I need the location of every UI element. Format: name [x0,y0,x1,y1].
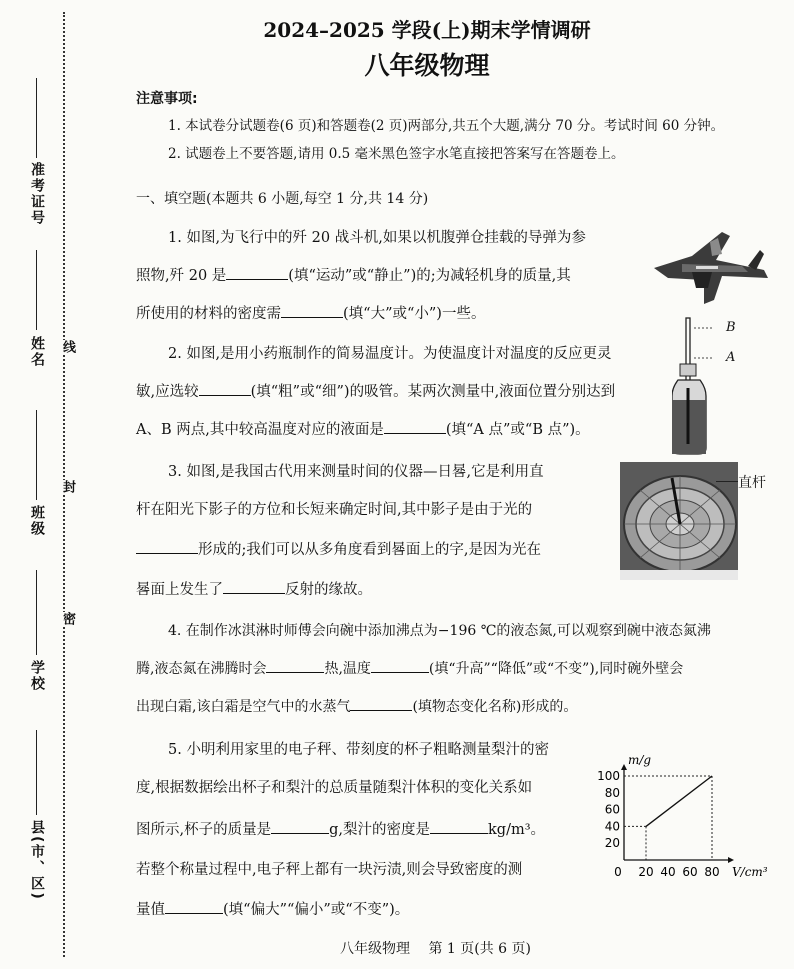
graph-y-label: m/g [628,753,652,767]
q5-line-3a: 图所示,杯子的质量是 [136,822,272,838]
q3-line-4b: 反射的缘故。 [285,582,372,598]
q2-line-3a: A、B 两点,其中较高温度对应的液面是 [136,422,384,438]
q5-blank-3[interactable] [165,899,223,915]
q5-blank-2[interactable] [430,819,488,835]
mass-volume-graph [592,752,788,880]
q2-line-3 [136,418,590,439]
thermometer-bottle-figure [672,316,744,456]
q2-line-3b: (填“A 点”或“B 点”)。 [445,422,590,438]
q2-blank-1[interactable] [199,381,251,397]
graph-y-ticks [597,769,620,850]
x-tick-label: 0 [614,865,622,879]
seal-char-secret: 密 [60,612,75,625]
q5-line-3c: kg/m³。 [488,822,546,838]
q1-blank-1[interactable] [226,265,288,281]
q4-blank-1[interactable] [266,658,324,673]
q4-blank-3[interactable] [350,696,412,711]
exam-number-label: 准考证号 [29,162,45,226]
q5-line-3b: g,梨汁的密度是 [329,822,430,838]
exam-title: 2024–2025 学段(上)期末学情调研 [263,18,591,42]
seal-char-line: 线 [60,340,75,353]
x-tick-label: 20 [638,865,654,879]
q3-line-4 [136,578,372,599]
q4-line-3a: 出现白霜,该白霜是空气中的水蒸气 [136,699,351,715]
q5-line-5b: (填“偏大”“偏小”或“不变”)。 [223,902,410,918]
x-tick-label: 60 [682,865,698,879]
q4-line-2a: 腾,液态氮在沸腾时会 [136,661,267,677]
q2-blank-2[interactable] [384,419,446,435]
series-line [646,776,712,826]
notice-item-1: 1. 本试卷分试题卷(6 页)和答题卷(2 页)两部分,共五个大题,满分 70 分。考试时间 60 分钟。 [168,118,725,134]
q1-line-2b: (填“运动”或“静止”)的;为减轻机身的质量,其 [288,268,571,284]
x-tick-label: 80 [704,865,720,879]
q1-line-3b: (填“大”或“小”)一些。 [343,306,486,322]
q1-blank-2[interactable] [281,303,343,319]
x-tick-label: 40 [660,865,676,879]
q1-line-3 [136,302,485,323]
q3-blank-1[interactable] [136,539,198,555]
q4-line-2 [136,658,683,678]
school-underline [36,570,37,655]
y-tick-label: 80 [604,785,620,800]
q5-line-5a: 量值 [136,902,165,918]
fighter-jet-figure [652,226,772,308]
q1-line-2a: 照物,歼 20 是 [136,268,227,284]
y-tick-label: 60 [604,802,620,817]
notice-item-2: 2. 试题卷上不要答题,请用 0.5 毫米黑色签字水笔直接把答案写在答题卷上。 [168,146,625,162]
q4-line-3b: (填物态变化名称)形成的。 [412,699,578,715]
subject-title: 八年级物理 [364,51,490,80]
school-label: 学校 [29,660,45,692]
q4-line-2c: (填“升高”“降低”或“不变”),同时碗外壁会 [428,661,684,677]
label-point-b: B [726,320,736,335]
q5-blank-1[interactable] [271,819,329,835]
x-axis-arrow [728,857,734,863]
class-underline [36,410,37,500]
q2-line-1: 2. 如图,是用小药瓶制作的简易温度计。为使温度计对温度的反应更灵 [168,346,612,362]
graph-axes [621,764,734,863]
name-underline [36,250,37,330]
graph-guides [624,776,712,860]
y-tick-label: 40 [604,819,620,834]
q3-line-3b: 形成的;我们可以从多角度看到晷面上的字,是因为光在 [198,542,541,558]
notice-heading: 注意事项: [136,91,198,107]
q5-line-4: 若整个称量过程中,电子秤上都有一块污渍,则会导致密度的测 [136,862,523,878]
q4-line-1: 4. 在制作冰淇淋时师傅会向碗中添加沸点为−196 ℃的液态氮,可以观察到碗中液态氮沸 [168,623,711,639]
q1-line-1: 1. 如图,为飞行中的歼 20 战斗机,如果以机腹弹仓挂载的导弹为参 [168,230,586,246]
q4-line-3 [136,696,577,716]
graph-series [646,776,712,826]
q3-line-4a: 晷面上发生了 [136,582,223,598]
q5-line-5 [136,898,409,919]
q4-line-2b: 热,温度 [324,661,371,677]
page-footer: 八年级物理 第 1 页(共 6 页) [340,941,531,957]
class-label: 班级 [29,505,45,537]
county-underline [36,730,37,815]
label-point-a: A [726,350,736,365]
county-label: 县(市、区) [29,820,45,901]
q2-line-2a: 敏,应选较 [136,384,199,400]
q3-line-2: 杆在阳光下影子的方位和长短来确定时间,其中影子是由于光的 [136,502,533,518]
graph-x-label: V/cm³ [732,865,768,879]
q1-line-2 [136,264,571,285]
y-tick-label: 100 [597,769,620,783]
y-tick-label: 20 [604,836,620,851]
q2-line-2 [136,380,615,401]
q1-line-3a: 所使用的材料的密度需 [136,306,281,322]
graph-x-ticks [614,865,719,879]
exam-number-underline [36,78,37,158]
section-heading: 一、填空题(本题共 6 小题,每空 1 分,共 14 分) [136,191,429,207]
gnomon-label: 直杆 [738,475,766,491]
q3-line-1: 3. 如图,是我国古代用来测量时间的仪器—日晷,它是利用直 [168,464,544,480]
name-label: 姓名 [29,336,45,368]
sundial-figure [620,462,738,580]
q3-line-3 [136,538,541,559]
y-axis-arrow [621,764,627,770]
gnomon-pointer-line [716,481,738,482]
q5-line-3 [136,818,545,839]
q5-line-2: 度,根据数据绘出杯子和梨汁的总质量随梨汁体积的变化关系如 [136,780,533,796]
seal-char-seal: 封 [60,480,75,493]
q5-line-1: 5. 小明利用家里的电子秤、带刻度的杯子粗略测量梨汁的密 [168,742,549,758]
q3-blank-2[interactable] [223,579,285,595]
q2-line-2b: (填“粗”或“细”)的吸管。某两次测量中,液面位置分别达到 [250,384,616,400]
q4-blank-2[interactable] [371,658,429,673]
